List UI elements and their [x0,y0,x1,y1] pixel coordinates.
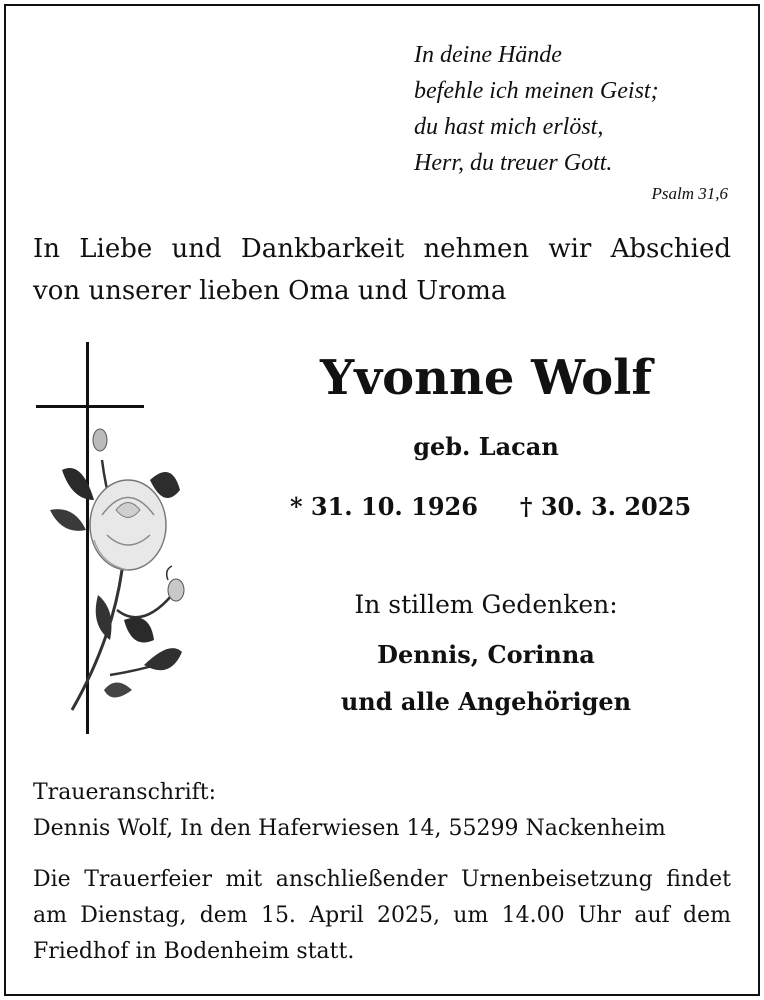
mourners-heading: In stillem Gedenken: [354,590,618,619]
address-label: Traueranschrift: [33,780,217,805]
mourners-names: Dennis, Corinna [377,640,595,669]
ceremony-line: am Dienstag, dem 15. April 2025, um 14.00 Uhr auf dem [33,903,731,928]
intro-text [33,228,731,312]
psalm-verse [414,37,659,181]
psalm-reference: Psalm 31,6 [651,184,728,203]
life-dates [290,492,691,521]
ceremony-line: Friedhof in Bodenheim statt. [33,939,355,964]
address-value: Dennis Wolf, In den Haferwiesen 14, 55299 Nackenheim [33,816,666,841]
intro-line: In Liebe und Dankbarkeit nehmen wir Abschied [33,234,731,264]
death-date: † 30. 3. 2025 [519,492,692,521]
deceased-name: Yvonne Wolf [319,350,653,406]
psalm-line: befehle ich meinen Geist; [414,78,659,104]
mourners-others: und alle Angehörigen [340,687,632,716]
psalm-line: Herr, du treuer Gott. [414,150,613,176]
address-block [33,775,731,847]
intro-line: von unserer lieben Oma und Uroma [33,276,507,306]
ceremony-line: Die Trauerfeier mit anschließender Urnenbeisetzung findet [33,867,731,892]
maiden-name: geb. Lacan [413,432,559,461]
psalm-line: du hast mich erlöst, [414,114,604,140]
ceremony-block [33,862,731,970]
psalm-line: In deine Hände [414,42,562,68]
cross-with-rose-icon [32,340,212,740]
birth-date: * 31. 10. 1926 [290,492,478,521]
